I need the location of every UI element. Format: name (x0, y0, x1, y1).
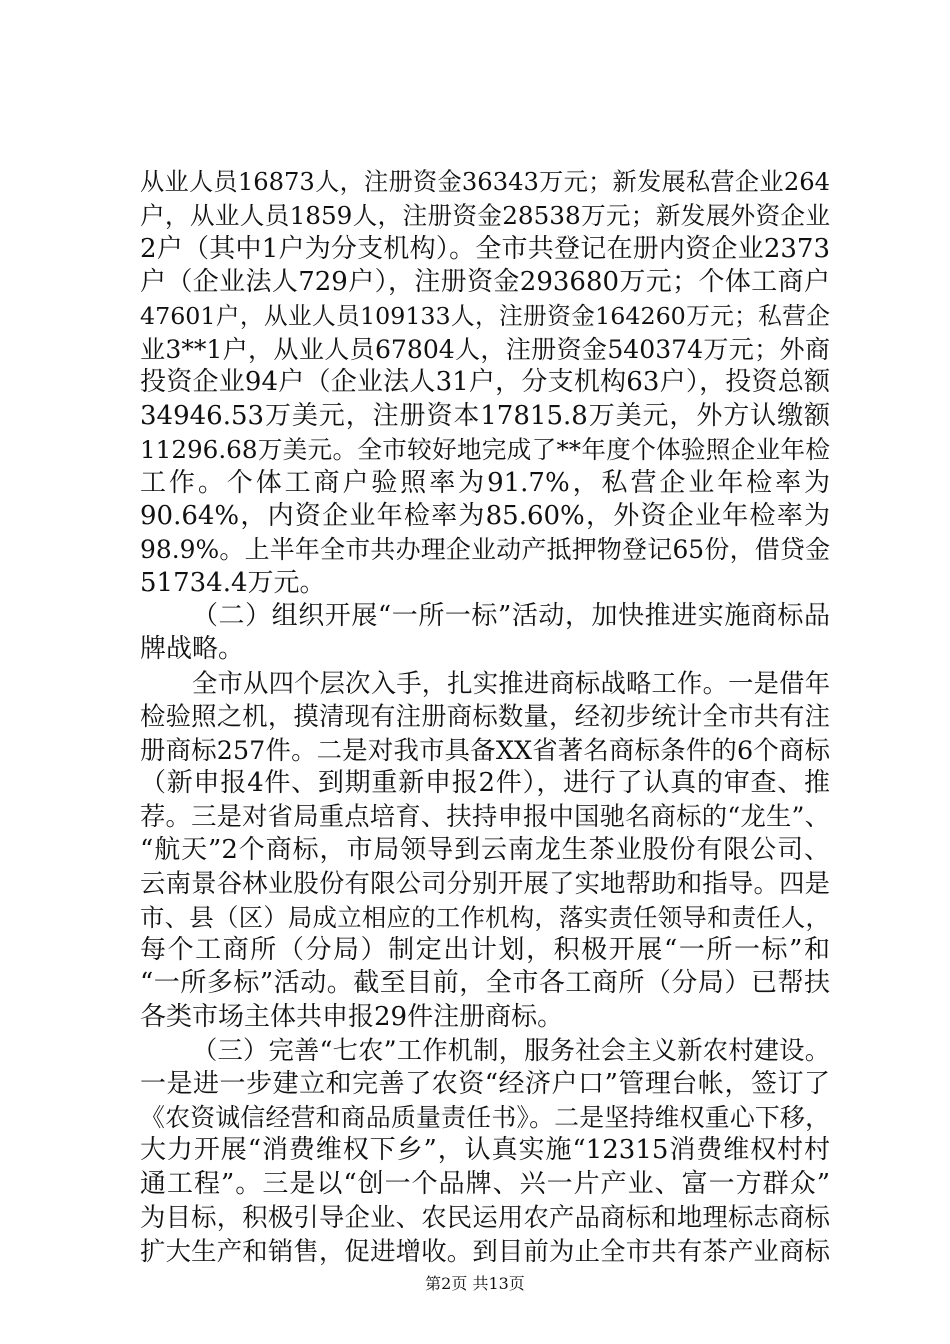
text-line: 户，从业人员1859人，注册资金28538万元；新发展外资企业 (140, 201, 830, 231)
text-line: 荐。三是对省局重点培育、扶持申报中国驰名商标的“龙生”、 (140, 801, 830, 832)
text-line: 通工程”。三是以“创一个品牌、兴一片产业、富一方群众” (140, 1168, 830, 1199)
text-line: 47601户，从业人员109133人，注册资金164260万元；私营企 (140, 301, 830, 330)
text-line: 《农资诚信经营和商品质量责任书》。二是坚持维权重心下移， (140, 1102, 830, 1132)
section-heading: （三）完善“七农”工作机制，服务社会主义新农村建设。 (192, 1036, 830, 1066)
text-line: 全市从四个层次入手，扎实推进商标战略工作。一是借年 (192, 668, 830, 698)
text-line: 11296.68万美元。全市较好地完成了**年度个体验照企业年检 (140, 435, 830, 465)
text-line: 为目标，积极引导企业、农民运用农产品商标和地理标志商标 (140, 1202, 830, 1233)
text-line: 34946.53万美元，注册资本17815.8万美元，外方认缴额 (140, 400, 830, 431)
text-line: 90.64%，内资企业年检率为85.60%，外资企业年检率为 (140, 500, 830, 531)
body-text (140, 166, 830, 1268)
text-line: 每个工商所（分局）制定出计划，积极开展“一所一标”和 (140, 934, 830, 965)
text-line: 册商标257件。二是对我市具备XX省著名商标条件的6个商标 (140, 734, 830, 765)
text-line: 大力开展“消费维权下乡”，认真实施“12315消费维权村村 (140, 1135, 830, 1166)
text-line: 2户（其中1户为分支机构）。全市共登记在册内资企业2373 (140, 233, 830, 264)
text-line: 各类市场主体共申报29件注册商标。 (140, 1001, 564, 1032)
text-line: 工作。个体工商户验照率为91.7%，私营企业年检率为 (140, 467, 830, 498)
section-heading: （二）组织开展“一所一标”活动，加快推进实施商标品 (192, 601, 830, 632)
text-line: 投资企业94户（企业法人31户，分支机构63户），投资总额 (140, 367, 830, 398)
text-line: 51734.4万元。 (140, 567, 326, 598)
text-line: 一是进一步建立和完善了农资“经济户口”管理台帐，签订了 (140, 1068, 830, 1099)
text-line: 云南景谷林业股份有限公司分别开展了实地帮助和指导。四是 (140, 868, 830, 899)
text-line: 从业人员16873人，注册资金36343万元；新发展私营企业264 (140, 168, 830, 196)
text-line: 市、县（区）局成立相应的工作机构，落实责任领导和责任人， (140, 902, 830, 932)
text-line: “一所多标”活动。截至目前，全市各工商所（分局）已帮扶 (140, 968, 830, 999)
text-line: 检验照之机，摸清现有注册商标数量，经初步统计全市共有注 (140, 701, 830, 732)
section-heading: 牌战略。 (140, 634, 245, 665)
text-line: 户（企业法人729户），注册资金293680万元；个体工商户 (140, 267, 830, 298)
page-number: 第2页 共13页 (425, 1274, 525, 1293)
text-line: （新申报4件、到期重新申报2件），进行了认真的审查、推 (140, 768, 830, 799)
text-line: 98.9%。上半年全市共办理企业动产抵押物登记65份，借贷金 (140, 535, 830, 565)
text-line: 扩大生产和销售，促进增收。到目前为止全市共有茶产业商标 (140, 1235, 830, 1266)
text-line: 业3**1户，从业人员67804人，注册资金540374万元；外商 (140, 334, 830, 364)
page-footer (0, 1274, 950, 1294)
text-line: “航天”2个商标，市局领导到云南龙生茶业股份有限公司、 (140, 834, 830, 865)
